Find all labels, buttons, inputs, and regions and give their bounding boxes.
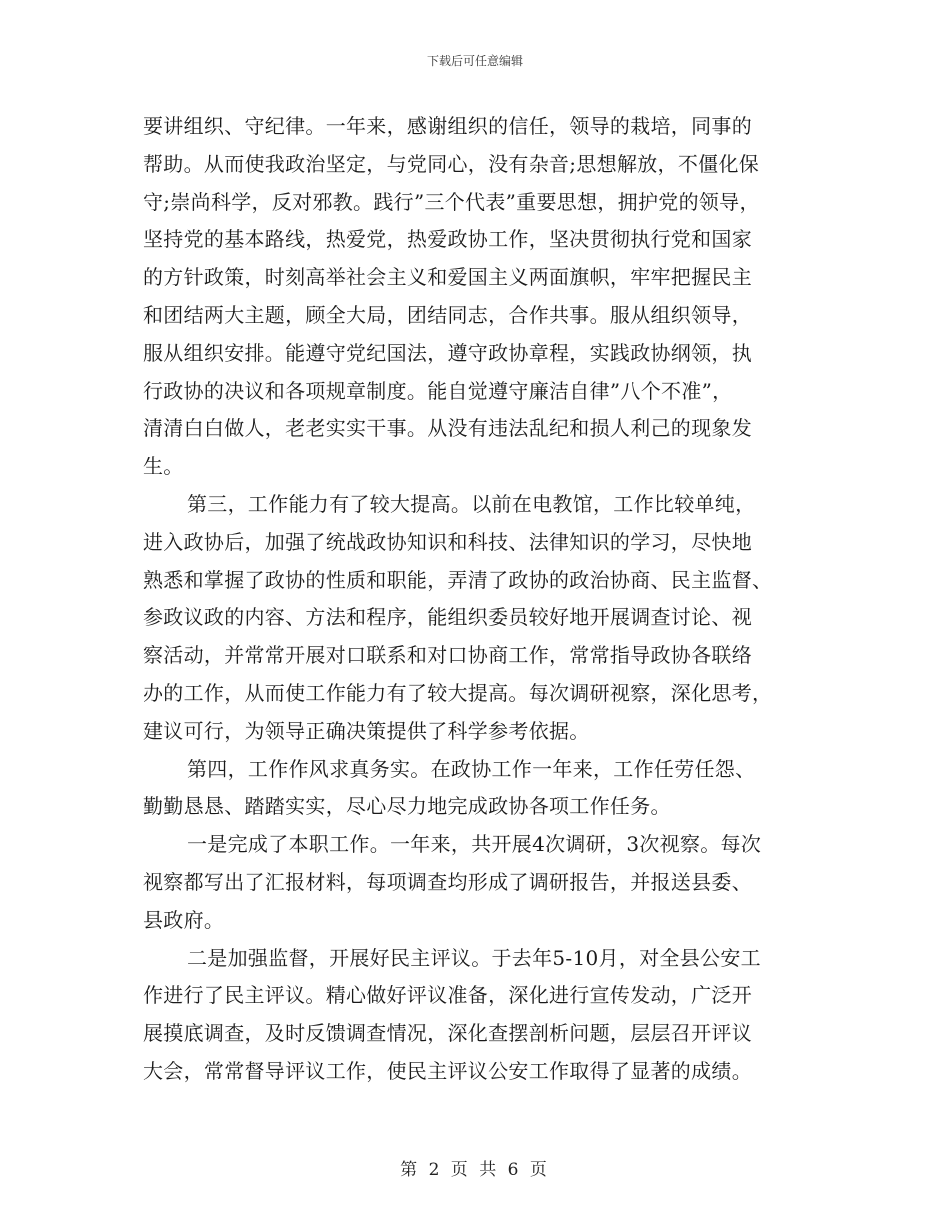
text-line: 展摸底调查，及时反馈调查情况，深化查摆剖析问题，层层召开评议 [143, 1021, 752, 1046]
text-line: 服从组织安排。能遵守党纪国法，遵守政协章程，实践政协纲领，执 [143, 340, 752, 365]
text-line: 进入政协后，加强了统战政协知识和科技、法律知识的学习，尽快地 [143, 529, 752, 554]
text-line: 清清白白做人，老老实实干事。从没有违法乱纪和损人利己的现象发 [143, 416, 752, 441]
text-line: 察活动，并常常开展对口联系和对口协商工作，常常指导政协各联络 [143, 643, 752, 668]
text-line: 帮助。从而使我政治坚定，与党同心，没有杂音;思想解放，不僵化保 [143, 151, 760, 176]
text-line: 勤勤恳恳、踏踏实实，尽心尽力地完成政协各项工作任务。 [143, 794, 671, 819]
text-line: 的方针政策，时刻高举社会主义和爱国主义两面旗帜，牢牢把握民主 [143, 265, 752, 290]
paragraph-start-line: 二是加强监督，开展好民主评议。于去年5-10月，对全县公安工 [187, 945, 761, 970]
text-line: 建议可行，为领导正确决策提供了科学参考依据。 [143, 718, 590, 743]
text-line: 要讲组织、守纪律。一年来，感谢组织的信任，领导的栽培，同事的 [143, 114, 752, 138]
text-line: 办的工作，从而使工作能力有了较大提高。每次调研视察，深化思考， [143, 680, 773, 705]
paragraph-start-line: 一是完成了本职工作。一年来，共开展4次调研，3次视察。每次 [187, 832, 762, 857]
document-body [143, 108, 813, 1091]
text-line: 坚持党的基本路线，热爱党，热爱政协工作，坚决贯彻执行党和国家 [143, 227, 752, 252]
page-number: 第 2 页 共 6 页 [400, 1160, 550, 1180]
header-note: 下载后可任意编辑 [426, 54, 523, 68]
text-line: 熟悉和掌握了政协的性质和职能，弄清了政协的政治协商、民主监督、 [143, 567, 773, 592]
text-line: 生。 [143, 454, 184, 479]
paragraph-start-line: 第四，工作作风求真务实。在政协工作一年来，工作任劳任怨、 [187, 756, 756, 781]
text-line: 作进行了民主评议。精心做好评议准备，深化进行宣传发动，广泛开 [143, 983, 752, 1008]
text-line: 视察都写出了汇报材料，每项调查均形成了调研报告，并报送县委、 [143, 869, 752, 894]
text-line: 大会，常常督导评议工作，使民主评议公安工作取得了显著的成绩。 [143, 1058, 752, 1083]
text-line: 参政议政的内容、方法和程序，能组织委员较好地开展调查讨论、视 [143, 605, 752, 630]
text-line: 和团结两大主题，顾全大局，团结同志，合作共事。服从组织领导， [143, 302, 752, 327]
text-line: 行政协的决议和各项规章制度。能自觉遵守廉洁自律”八个不准”， [143, 378, 733, 403]
paragraph-start-line: 第三，工作能力有了较大提高。以前在电教馆，工作比较单纯， [187, 491, 756, 516]
text-line: 县政府。 [143, 907, 225, 932]
text-line: 守;崇尚科学，反对邪教。践行”三个代表”重要思想，拥护党的领导， [143, 189, 760, 214]
